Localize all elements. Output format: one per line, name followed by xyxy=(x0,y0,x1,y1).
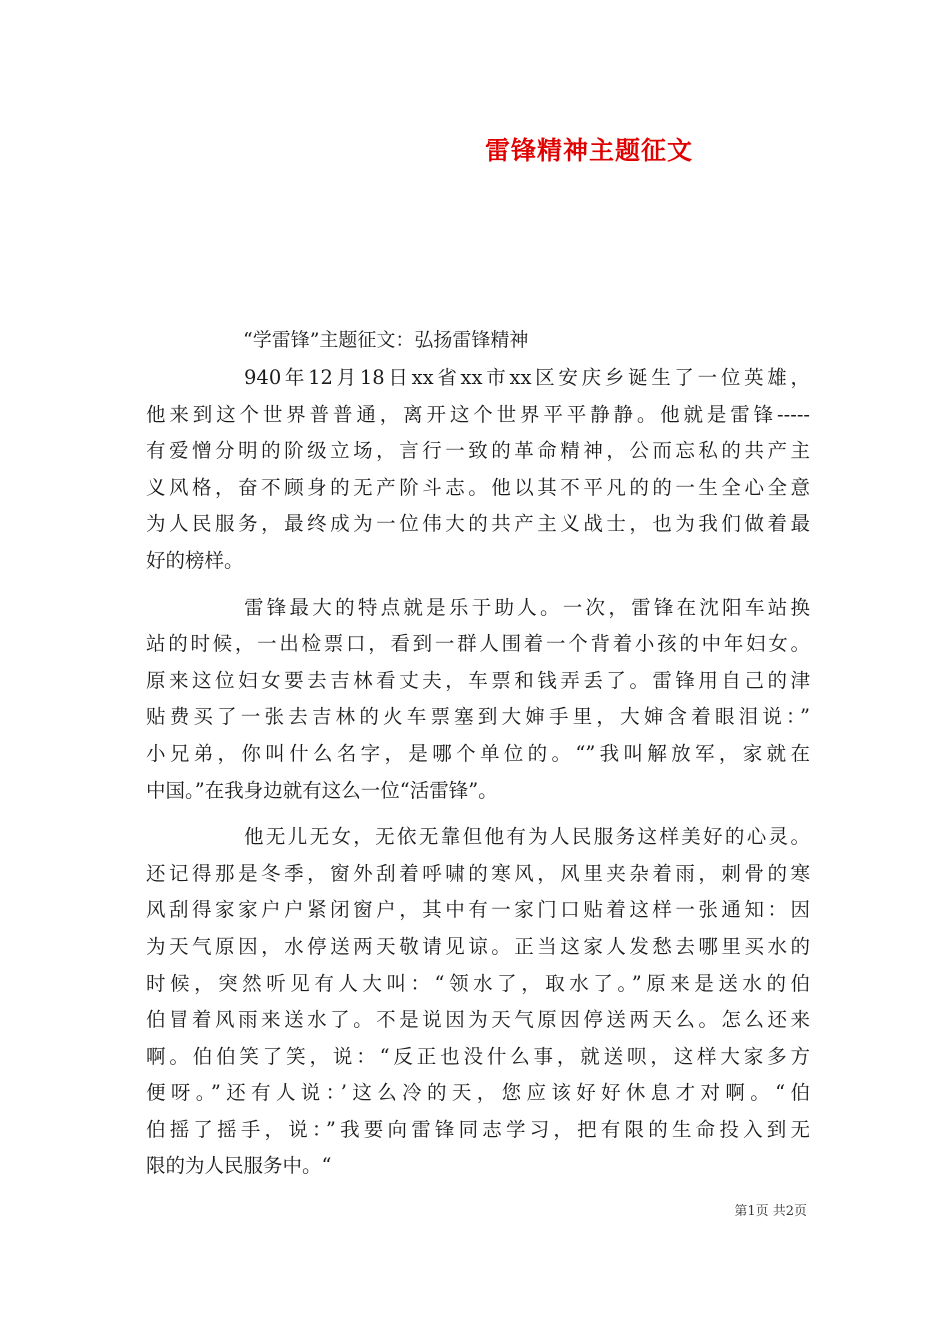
page-number: 第1页 共2页 xyxy=(734,1204,807,1219)
document-title: 雷锋精神主题征文 xyxy=(484,136,693,165)
paragraph-2 xyxy=(146,590,810,810)
text-line: 伯冒着风雨来送水了。不是说因为天气原因停送两天么。怎么还来 xyxy=(146,1008,810,1032)
text-line: 风刮得家家户户紧闭窗户，其中有一家门口贴着这样一张通知：因 xyxy=(146,898,810,922)
text-line: 雷锋最大的特点就是乐于助人。一次，雷锋在沈阳车站换 xyxy=(244,595,810,619)
paragraph-3 xyxy=(146,819,810,1185)
text-line: 好的榜样。 xyxy=(146,548,244,572)
document-body xyxy=(146,360,810,1195)
text-line: 限的为人民服务中。“ xyxy=(146,1154,332,1178)
text-line: 还记得那是冬季，窗外刮着呼啸的寒风，风里夹杂着雨，刺骨的寒 xyxy=(146,861,810,885)
text-line: 940年12月18日xx省xx市xx区安庆乡诞生了一位英雄， xyxy=(244,366,810,389)
text-line: 贴费买了一张去吉林的火车票塞到大婶手里，大婶含着眼泪说：” xyxy=(146,705,810,729)
text-line: 时候，突然听见有人大叫：“领水了，取水了。”原来是送水的伯 xyxy=(146,971,810,995)
text-line: 啊。伯伯笑了笑，说：“反正也没什么事，就送呗，这样大家多方 xyxy=(146,1044,810,1068)
text-line: 伯摇了摇手，说：”我要向雷锋同志学习，把有限的生命投入到无 xyxy=(146,1117,810,1141)
document-subtitle: “学雷锋”主题征文：弘扬雷锋精神 xyxy=(243,329,529,351)
text-line: 义风格，奋不顾身的无产阶斗志。他以其不平凡的的一生全心全意 xyxy=(146,475,810,499)
text-line: 他来到这个世界普普通，离开这个世界平平静静。他就是雷锋----- xyxy=(146,402,810,426)
text-line: 站的时候，一出检票口，看到一群人围着一个背着小孩的中年妇女。 xyxy=(146,632,810,656)
text-line: 他无儿无女，无依无靠但他有为人民服务这样美好的心灵。 xyxy=(244,825,810,849)
text-line: 原来这位妇女要去吉林看丈夫，车票和钱弄丢了。雷锋用自己的津 xyxy=(146,668,810,692)
text-line: 为天气原因，水停送两天敬请见谅。正当这家人发愁去哪里买水的 xyxy=(146,934,810,958)
paragraph-1 xyxy=(146,360,810,580)
text-line: 为人民服务，最终成为一位伟大的共产主义战士，也为我们做着最 xyxy=(146,512,810,536)
text-line: 小兄弟，你叫什么名字，是哪个单位的。“”我叫解放军，家就在 xyxy=(146,741,810,765)
text-line: 便呀。”还有人说：’这么冷的天，您应该好好休息才对啊。“伯 xyxy=(146,1081,810,1105)
text-line: 中国。”在我身边就有这么一位“活雷锋”。 xyxy=(146,778,498,802)
text-line: 有爱憎分明的阶级立场，言行一致的革命精神，公而忘私的共产主 xyxy=(146,439,810,463)
